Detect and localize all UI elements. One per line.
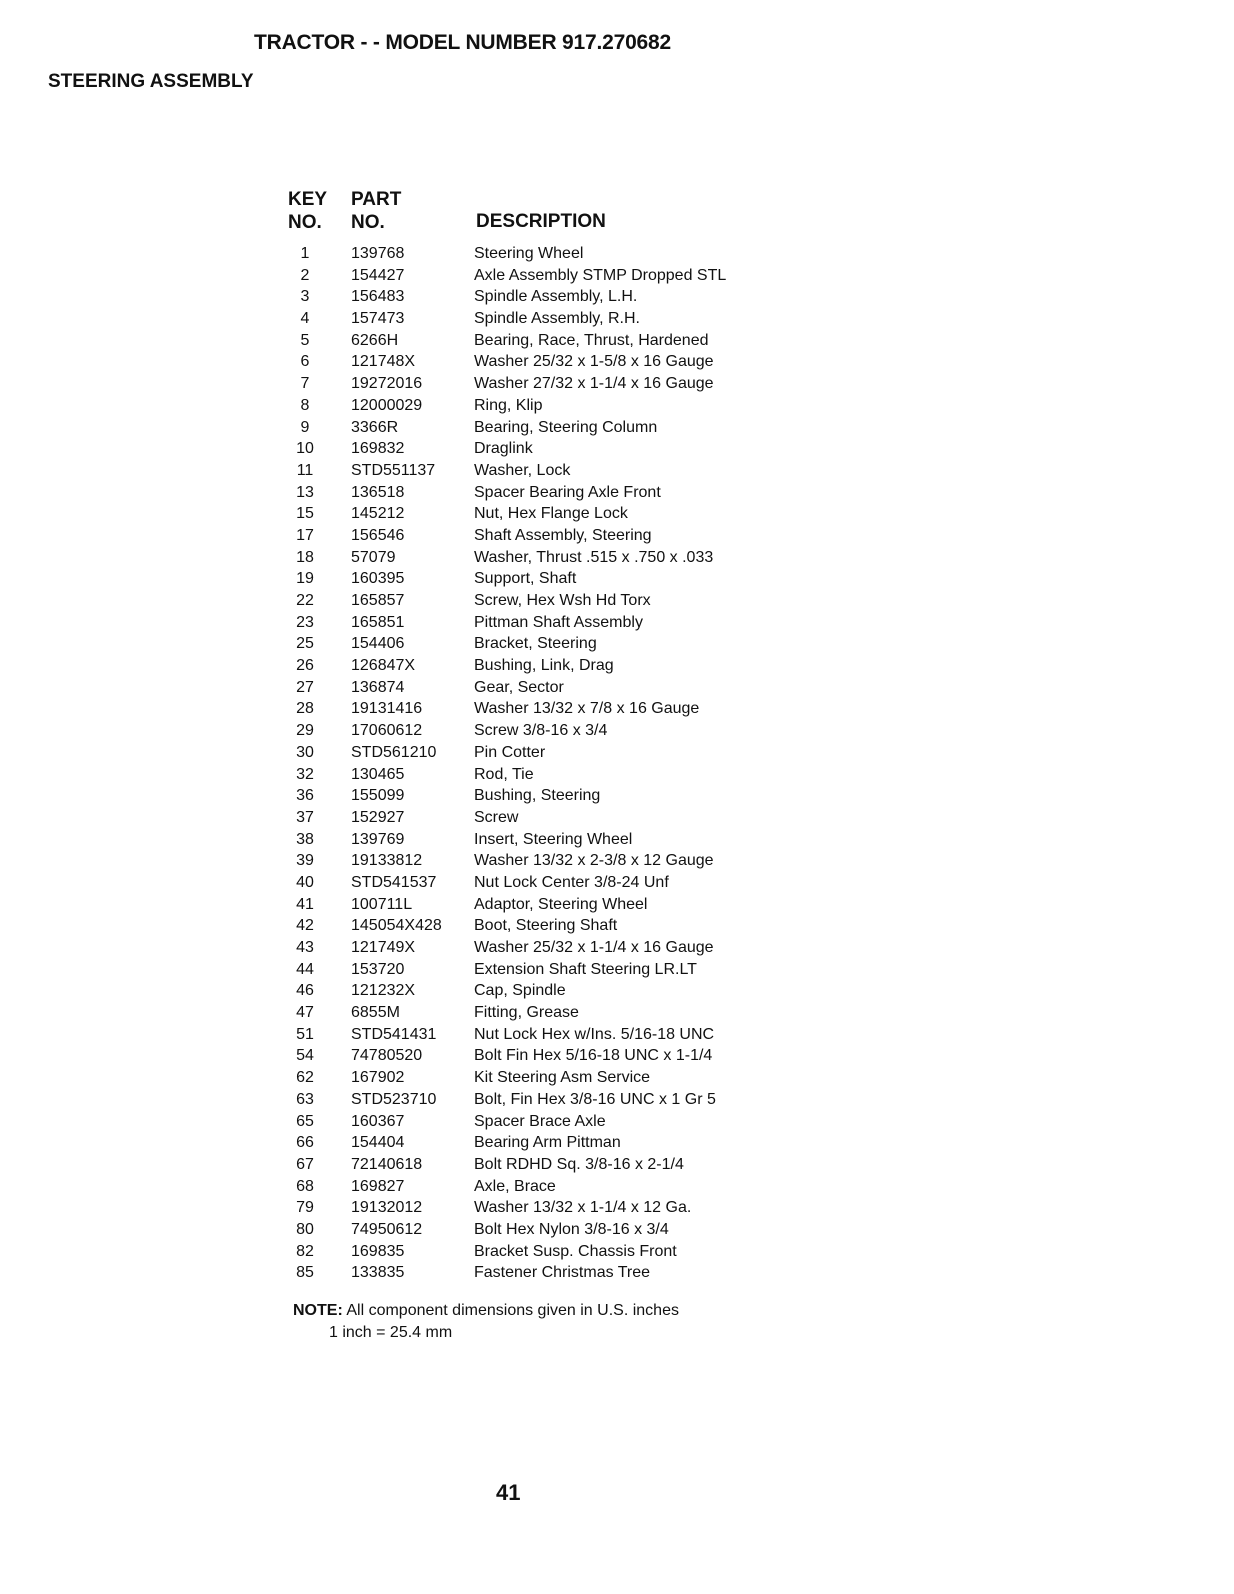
- table-row: [288, 1002, 579, 1024]
- table-row: [288, 568, 577, 590]
- description: Adaptor, Steering Wheel: [474, 895, 648, 913]
- part-no: 156546: [351, 526, 405, 544]
- description: Washer 27/32 x 1-1/4 x 16 Gauge: [474, 375, 714, 393]
- table-row: [288, 286, 638, 308]
- table-row: [288, 1219, 669, 1241]
- table-row: [288, 417, 658, 439]
- description: Draglink: [474, 440, 533, 458]
- key-no: 17: [296, 526, 314, 544]
- part-no: STD551137: [351, 461, 436, 479]
- description: Bolt, Fin Hex 3/8-16 UNC x 1 Gr 5: [474, 1090, 716, 1108]
- key-no: 66: [296, 1134, 314, 1152]
- key-no: 82: [296, 1242, 314, 1260]
- description: Fitting, Grease: [474, 1004, 579, 1022]
- key-no: 7: [300, 375, 310, 393]
- description: Nut Lock Hex w/Ins. 5/16-18 UNC: [474, 1025, 715, 1043]
- description: Support, Shaft: [474, 570, 577, 588]
- table-row: [288, 330, 709, 352]
- part-no: 169832: [351, 440, 405, 458]
- table-row: [288, 308, 640, 330]
- part-no: 121749X: [351, 939, 416, 956]
- description: Screw: [474, 808, 519, 826]
- description: Axle, Brace: [474, 1177, 556, 1195]
- key-no: 22: [296, 592, 314, 609]
- part-no: 153720: [351, 960, 405, 978]
- key-no: 54: [296, 1047, 314, 1065]
- description-column-header: DESCRIPTION: [476, 211, 606, 232]
- table-row: [288, 1045, 713, 1067]
- part-no: 136518: [351, 483, 405, 501]
- note-line1: [293, 1300, 679, 1322]
- part-no: 160395: [351, 570, 405, 588]
- part-no: 57079: [351, 548, 396, 566]
- part-no: STD523710: [351, 1090, 437, 1108]
- description: Boot, Steering Shaft: [474, 917, 618, 935]
- table-row: [288, 612, 643, 634]
- description: Insert, Steering Wheel: [474, 830, 633, 848]
- description: Pin Cotter: [474, 743, 546, 761]
- part-no: 139769: [351, 830, 405, 848]
- part-no: STD561210: [351, 743, 437, 761]
- part-no: 100711L: [351, 895, 413, 913]
- part-no: 19272016: [351, 375, 423, 393]
- description: Axle Assembly STMP Dropped STL: [474, 266, 727, 284]
- part-no: STD541537: [351, 873, 437, 891]
- key-no: 40: [296, 873, 314, 891]
- table-row: [288, 655, 614, 677]
- description: Fastener Christmas Tree: [474, 1264, 651, 1282]
- part-header-line2: NO.: [351, 212, 385, 233]
- description: Spacer Bearing Axle Front: [474, 483, 661, 501]
- description: Bushing, Steering: [474, 787, 601, 805]
- parts-list: [288, 243, 727, 1284]
- table-row: [288, 243, 584, 265]
- key-no: 9: [300, 418, 310, 436]
- part-no-column-header: [351, 188, 401, 234]
- table-row: [288, 785, 601, 807]
- description: Cap, Spindle: [474, 982, 566, 1000]
- key-no: 67: [296, 1155, 314, 1173]
- table-row: [288, 373, 714, 395]
- table-row: [288, 1176, 556, 1198]
- part-no: 136874: [351, 678, 405, 696]
- part-no: 19133812: [351, 852, 423, 870]
- key-no: 3: [300, 288, 310, 306]
- table-row: [288, 1241, 677, 1263]
- key-no: 10: [296, 440, 314, 458]
- table-row: [288, 460, 571, 482]
- description: Washer 13/32 x 2-3/8 x 12 Gauge: [474, 852, 714, 870]
- table-row: [288, 503, 628, 525]
- table-row: [288, 265, 727, 287]
- description: Bearing, Steering Column: [474, 418, 658, 436]
- description: Bolt Hex Nylon 3/8-16 x 3/4: [474, 1220, 669, 1238]
- part-no: 156483: [351, 288, 405, 306]
- table-row: [288, 850, 714, 872]
- key-no: 37: [296, 808, 314, 826]
- note-line2: 1 inch = 25.4 mm: [329, 1324, 453, 1341]
- note: [293, 1300, 679, 1344]
- table-row: [288, 1024, 715, 1046]
- description: Bolt RDHD Sq. 3/8-16 x 2-1/4: [474, 1155, 684, 1173]
- description: Spindle Assembly, R.H.: [474, 310, 640, 328]
- key-no: 29: [296, 722, 314, 740]
- part-no: 126847X: [351, 657, 416, 675]
- table-row: [288, 677, 564, 699]
- table-row: [288, 1089, 716, 1111]
- part-header-line1: PART: [351, 189, 402, 210]
- key-no: 27: [296, 678, 314, 696]
- description: Bracket Susp. Chassis Front: [474, 1242, 677, 1260]
- key-no: 32: [296, 765, 314, 783]
- description: Shaft Assembly, Steering: [474, 526, 652, 544]
- description: Spindle Assembly, L.H.: [474, 288, 638, 306]
- key-no: 62: [296, 1069, 314, 1087]
- part-no: 157473: [351, 310, 405, 328]
- key-no: 13: [296, 483, 314, 501]
- part-no: 165851: [351, 613, 405, 631]
- part-no: 169827: [351, 1177, 405, 1195]
- table-row: [288, 1197, 692, 1219]
- table-row: [288, 395, 543, 417]
- part-no: 145054X428: [351, 917, 442, 935]
- table-row: [288, 698, 700, 720]
- description: Bearing Arm Pittman: [474, 1134, 621, 1152]
- table-row: [288, 894, 648, 916]
- key-no: 19: [296, 570, 314, 588]
- part-no: 155099: [351, 787, 405, 805]
- table-row: [288, 872, 669, 894]
- description: Gear, Sector: [474, 678, 564, 696]
- part-no: 6855M: [351, 1004, 400, 1022]
- key-no: 38: [296, 830, 314, 848]
- description: Nut, Hex Flange Lock: [474, 505, 628, 523]
- description: Bearing, Race, Thrust, Hardened: [474, 331, 709, 349]
- description: Bushing, Link, Drag: [474, 657, 614, 675]
- part-no: 121748X: [351, 353, 416, 371]
- key-no-column-header: [288, 188, 327, 234]
- key-no: 11: [296, 461, 314, 479]
- key-no: 26: [296, 657, 314, 675]
- section-title: STEERING ASSEMBLY: [48, 71, 254, 92]
- key-no: 2: [300, 266, 310, 284]
- key-no: 39: [296, 852, 314, 870]
- table-row: [288, 959, 697, 981]
- description: Kit Steering Asm Service: [474, 1069, 651, 1087]
- part-no: 169835: [351, 1242, 405, 1260]
- page-title: TRACTOR - - MODEL NUMBER 917.270682: [254, 31, 671, 54]
- part-no: 72140618: [351, 1155, 423, 1173]
- description: Screw 3/8-16 x 3/4: [474, 722, 608, 740]
- table-row: [288, 547, 714, 569]
- table-row: [288, 351, 714, 373]
- key-no: 80: [296, 1220, 314, 1238]
- table-row: [288, 1132, 621, 1154]
- description: Washer, Lock: [474, 461, 571, 479]
- table-row: [288, 1262, 651, 1284]
- description: Spacer Brace Axle: [474, 1112, 606, 1130]
- key-no: 25: [296, 635, 314, 653]
- key-no: 5: [300, 331, 310, 349]
- description: Screw, Hex Wsh Hd Torx: [474, 592, 651, 609]
- description: Nut Lock Center 3/8-24 Unf: [474, 873, 669, 891]
- key-no: 4: [300, 310, 310, 328]
- key-no: 15: [296, 505, 314, 523]
- part-no: 160367: [351, 1112, 405, 1130]
- part-no: 12000029: [351, 396, 423, 414]
- table-row: [288, 742, 546, 764]
- description: Bolt Fin Hex 5/16-18 UNC x 1-1/4: [474, 1047, 713, 1065]
- part-no: 145212: [351, 505, 405, 523]
- part-no: 154404: [351, 1134, 405, 1152]
- key-no: 1: [300, 245, 310, 262]
- key-no: 30: [296, 743, 314, 761]
- part-no: 133835: [351, 1264, 405, 1282]
- description: Rod, Tie: [474, 765, 534, 783]
- key-no: 41: [296, 895, 314, 913]
- description: Washer 25/32 x 1-1/4 x 16 Gauge: [474, 939, 714, 956]
- part-no: 17060612: [351, 722, 423, 740]
- table-row: [288, 1111, 606, 1133]
- note-text: All component dimensions given in U.S. inches: [346, 1302, 679, 1319]
- key-no: 46: [296, 982, 314, 1000]
- description: Extension Shaft Steering LR.LT: [474, 960, 697, 978]
- part-no: 154427: [351, 266, 405, 284]
- key-header-line1: KEY: [288, 189, 328, 210]
- part-no: 152927: [351, 808, 405, 826]
- part-no: 74780520: [351, 1047, 423, 1065]
- table-row: [288, 807, 519, 829]
- key-no: 6: [300, 353, 310, 371]
- key-header-line2: NO.: [288, 212, 322, 233]
- key-no: 28: [296, 700, 314, 718]
- table-row: [288, 937, 714, 959]
- key-no: 47: [296, 1004, 314, 1022]
- part-no: 3366R: [351, 418, 399, 436]
- part-no: 6266H: [351, 331, 399, 349]
- part-no: 19131416: [351, 700, 423, 718]
- note-label: NOTE:: [293, 1302, 343, 1319]
- table-row: [288, 980, 566, 1002]
- table-row: [288, 915, 618, 937]
- key-no: 51: [296, 1025, 314, 1043]
- table-row: [288, 1154, 684, 1176]
- description: Washer, Thrust .515 x .750 x .033: [474, 548, 714, 566]
- key-no: 18: [296, 548, 314, 566]
- table-row: [288, 720, 608, 742]
- table-row: [288, 482, 661, 504]
- part-no: 165857: [351, 592, 405, 609]
- table-row: [288, 438, 533, 460]
- part-no: 74950612: [351, 1220, 423, 1238]
- key-no: 44: [296, 960, 314, 978]
- part-no: 130465: [351, 765, 405, 783]
- description: Bracket, Steering: [474, 635, 597, 653]
- description: Pittman Shaft Assembly: [474, 613, 643, 631]
- key-no: 63: [296, 1090, 314, 1108]
- table-row: [288, 829, 633, 851]
- key-no: 23: [296, 613, 314, 631]
- table-row: [288, 590, 651, 612]
- part-no: 19132012: [351, 1199, 423, 1217]
- part-no: 154406: [351, 635, 405, 653]
- key-no: 79: [296, 1199, 314, 1217]
- key-no: 68: [296, 1177, 314, 1195]
- page-number: 41: [496, 1480, 521, 1505]
- part-no: 139768: [351, 245, 405, 262]
- table-row: [288, 1067, 651, 1089]
- description: Washer 13/32 x 7/8 x 16 Gauge: [474, 700, 700, 718]
- part-no: STD541431: [351, 1025, 437, 1043]
- description: Steering Wheel: [474, 245, 584, 262]
- key-no: 36: [296, 787, 314, 805]
- table-row: [288, 525, 652, 547]
- key-no: 43: [296, 939, 314, 956]
- key-no: 85: [296, 1264, 314, 1282]
- table-row: [288, 633, 597, 655]
- table-row: [288, 764, 534, 786]
- description: Ring, Klip: [474, 396, 543, 414]
- description: Washer 13/32 x 1-1/4 x 12 Ga.: [474, 1199, 692, 1217]
- key-no: 42: [296, 917, 314, 935]
- key-no: 65: [296, 1112, 314, 1130]
- description: Washer 25/32 x 1-5/8 x 16 Gauge: [474, 353, 714, 371]
- key-no: 8: [300, 396, 310, 414]
- part-no: 167902: [351, 1069, 405, 1087]
- part-no: 121232X: [351, 982, 416, 1000]
